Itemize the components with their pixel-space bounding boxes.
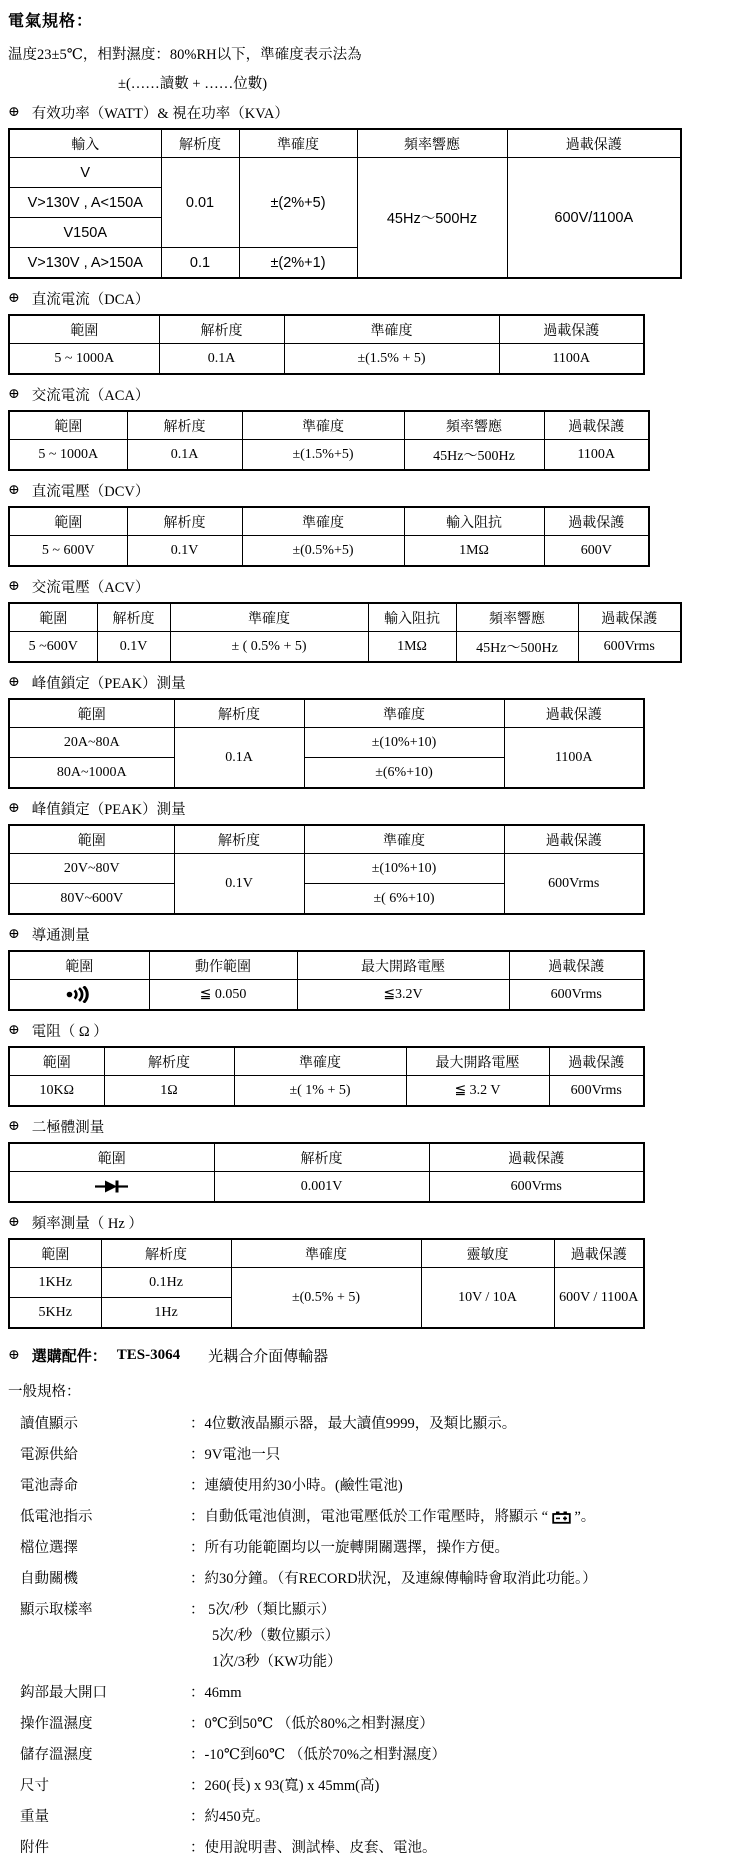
- peak-current-table: [8, 698, 645, 789]
- spec-value: [190, 1446, 750, 1465]
- spec-value: [190, 1601, 750, 1672]
- spec-value: [190, 1415, 750, 1434]
- section-title: 峰值鎖定（PEAK）測量: [31, 802, 186, 818]
- section-title: 二極體測量: [31, 1120, 105, 1136]
- spec-value: [190, 1715, 750, 1734]
- intro-line-1: 温度23±5℃，相對濕度：80%RH以下，準確度表示法為: [8, 47, 362, 63]
- column-header: 過載保護: [504, 699, 644, 728]
- spec-label: 電源供給: [20, 1447, 78, 1463]
- spec-value: [190, 1570, 750, 1589]
- continuity-table-section: [8, 924, 750, 1011]
- table-cell: ±( 6%+10): [304, 884, 504, 915]
- header-row: [9, 1239, 644, 1268]
- continuity-buzzer-icon: [66, 986, 93, 1003]
- spec-value: [190, 1684, 750, 1703]
- table-cell: 600V / 1100A: [554, 1268, 644, 1329]
- table-row: [9, 1172, 644, 1203]
- dca-table-section: [8, 288, 750, 375]
- table-cell: V: [9, 158, 161, 188]
- spec-label: 檔位選擇: [20, 1540, 78, 1556]
- table-cell: 45Hz～500Hz: [357, 158, 507, 279]
- table-cell: 80V~600V: [9, 884, 174, 915]
- section-heading: [8, 384, 750, 405]
- table-cell: 80A~1000A: [9, 758, 174, 789]
- table-cell: 1100A: [504, 728, 644, 789]
- column-header: 範圍: [9, 1143, 214, 1172]
- accessories-model: TES-3064: [116, 1347, 181, 1363]
- section-heading: [8, 1116, 750, 1137]
- peak-voltage-table-section: [8, 798, 750, 915]
- spec-value: [190, 1839, 750, 1858]
- table-cell: 1Ω: [104, 1076, 234, 1107]
- continuity-table: [8, 950, 645, 1011]
- header-row: [9, 315, 644, 344]
- column-header: 解析度: [174, 699, 304, 728]
- column-header: 範圍: [9, 411, 127, 440]
- spec-value-line: ：9V電池一只: [190, 1447, 281, 1463]
- general-specs-list: [8, 1415, 750, 1858]
- section-title: 交流電流（ACA）: [31, 388, 150, 404]
- table-cell: 1MΩ: [368, 632, 456, 663]
- general-spec-row: [8, 1601, 750, 1672]
- column-header: 解析度: [214, 1143, 429, 1172]
- column-header: 過載保護: [429, 1143, 644, 1172]
- section-heading: [8, 1020, 750, 1041]
- spec-value: [190, 1508, 750, 1527]
- section-bullet-icon: ⊕: [8, 387, 20, 402]
- table-row: [9, 1076, 644, 1107]
- spec-value-line: ：4位數液晶顯示器，最大讀值9999，及類比顯示。: [190, 1416, 517, 1432]
- table-cell: ±(1.5%+5): [242, 440, 404, 471]
- section-title: 峰值鎖定（PEAK）測量: [31, 676, 186, 692]
- table-row: [9, 344, 644, 375]
- column-header: 頻率響應: [456, 603, 578, 632]
- section-bullet-icon: ⊕: [8, 291, 20, 306]
- column-header: 過載保護: [504, 825, 644, 854]
- column-header: 過載保護: [554, 1239, 644, 1268]
- column-header: 輸入阻抗: [368, 603, 456, 632]
- table-cell: 10V / 10A: [421, 1268, 554, 1329]
- spec-value: [190, 1808, 750, 1827]
- column-header: 解析度: [174, 825, 304, 854]
- spec-value-line: ：約450克。: [190, 1809, 270, 1825]
- accessories-label: 選購配件：: [31, 1349, 107, 1365]
- table-row: [9, 632, 681, 663]
- column-header: 準確度: [304, 825, 504, 854]
- table-cell: 1KHz: [9, 1268, 101, 1298]
- column-header: 準確度: [242, 507, 404, 536]
- header-row: [9, 951, 644, 980]
- section-title: 有效功率（WATT）& 視在功率（KVA）: [31, 106, 289, 122]
- table-row: [9, 1268, 644, 1298]
- spec-label: 顯示取樣率: [20, 1602, 93, 1618]
- table-row: [9, 854, 644, 884]
- table-cell: ±(0.5% + 5): [231, 1268, 421, 1329]
- table-cell: ±( 1% + 5): [234, 1076, 406, 1107]
- page-title: 電氣規格：: [8, 13, 94, 30]
- column-header: 解析度: [97, 603, 170, 632]
- general-spec-row: [8, 1508, 750, 1527]
- table-cell: ≦ 0.050: [149, 980, 297, 1011]
- column-header: 範圍: [9, 507, 127, 536]
- column-header: 範圍: [9, 603, 97, 632]
- table-cell: ±(1.5% + 5): [284, 344, 499, 375]
- table-cell: 5 ~600V: [9, 632, 97, 663]
- general-spec-row: [8, 1746, 750, 1765]
- table-cell: 600Vrms: [509, 980, 644, 1011]
- table-cell: ±(6%+10): [304, 758, 504, 789]
- column-header: 範圍: [9, 951, 149, 980]
- column-header: 過載保護: [578, 603, 681, 632]
- section-title: 頻率測量（ Hz ）: [31, 1216, 143, 1232]
- table-cell: 45Hz～500Hz: [404, 440, 544, 471]
- table-cell: 0.1V: [127, 536, 242, 567]
- table-cell: 1Hz: [101, 1298, 231, 1329]
- general-spec-row: [8, 1539, 750, 1558]
- table-cell: ±(2%+5): [239, 158, 357, 248]
- column-header: 輸入阻抗: [404, 507, 544, 536]
- section-heading: [8, 924, 750, 945]
- column-header: 解析度: [161, 129, 239, 158]
- low-battery-icon: [552, 1511, 571, 1524]
- table-cell: 5 ~ 1000A: [9, 344, 159, 375]
- column-header: 準確度: [284, 315, 499, 344]
- diode-table-section: [8, 1116, 750, 1203]
- general-spec-row: [8, 1808, 750, 1827]
- column-header: 頻率響應: [404, 411, 544, 440]
- dcv-table-section: [8, 480, 750, 567]
- diode-table: [8, 1142, 645, 1203]
- table-cell: 5 ~ 1000A: [9, 440, 127, 471]
- section-bullet-icon: ⊕: [8, 927, 20, 942]
- spec-value-line: ：260(長) x 93(寬) x 45mm(高): [190, 1778, 380, 1794]
- table-cell: 600Vrms: [504, 854, 644, 915]
- column-header: 輸入: [9, 129, 161, 158]
- column-header: 範圍: [9, 1047, 104, 1076]
- column-header: 準確度: [231, 1239, 421, 1268]
- spec-value-line: ：0℃到50℃ （低於80%之相對濕度）: [190, 1716, 434, 1732]
- table-cell: V>130V , A<150A: [9, 188, 161, 218]
- header-row: [9, 1047, 644, 1076]
- section-heading: [8, 798, 750, 819]
- general-spec-row: [8, 1777, 750, 1796]
- table-cell: 0.001V: [214, 1172, 429, 1203]
- spec-value: [190, 1746, 750, 1765]
- spec-label: 尺寸: [20, 1778, 49, 1794]
- table-row: [9, 440, 649, 471]
- column-header: 過載保護: [549, 1047, 644, 1076]
- spec-value-line: ：所有功能範圍均以一旋轉開關選擇，操作方便。: [190, 1540, 509, 1556]
- spec-value-line: 1次/3秒（KW功能）: [212, 1654, 342, 1670]
- spec-label: 低電池指示: [20, 1509, 93, 1525]
- table-cell: ≦ 3.2 V: [406, 1076, 549, 1107]
- intro-line-2: ±(……讀數 + ……位數): [118, 76, 268, 92]
- table-cell: 0.1A: [159, 344, 284, 375]
- spec-value-line: ：使用說明書、測試棒、皮套、電池。: [190, 1840, 437, 1856]
- general-spec-row: [8, 1684, 750, 1703]
- section-bullet-icon: ⊕: [8, 579, 20, 594]
- column-header: 動作範圍: [149, 951, 297, 980]
- table-cell: 0.1V: [174, 854, 304, 915]
- table-cell: ± ( 0.5% + 5): [170, 632, 368, 663]
- spec-label: 鈎部最大開口: [20, 1685, 107, 1701]
- table-row: [9, 980, 644, 1011]
- spec-label: 重量: [20, 1809, 49, 1825]
- section-bullet-icon: ⊕: [8, 483, 20, 498]
- table-cell: 600Vrms: [578, 632, 681, 663]
- spec-value-line: ：46mm: [190, 1685, 242, 1701]
- spec-sections: [8, 102, 750, 1329]
- acv-table-section: [8, 576, 750, 663]
- table-cell: ±(2%+1): [239, 248, 357, 279]
- column-header: 準確度: [239, 129, 357, 158]
- header-row: [9, 603, 681, 632]
- header-row: [9, 507, 649, 536]
- acv-table: [8, 602, 682, 663]
- section-bullet-icon: ⊕: [8, 675, 20, 690]
- section-title: 交流電壓（ACV）: [31, 580, 150, 596]
- table-cell: 0.01: [161, 158, 239, 248]
- header-row: [9, 825, 644, 854]
- table-row: [9, 728, 644, 758]
- spec-value-line: ：連續使用約30小時。(鹼性電池): [190, 1478, 403, 1494]
- column-header: 準確度: [170, 603, 368, 632]
- header-row: [9, 1143, 644, 1172]
- spec-value: [190, 1539, 750, 1558]
- optional-accessories-line: [8, 1345, 750, 1366]
- spec-value: [190, 1477, 750, 1496]
- column-header: 準確度: [242, 411, 404, 440]
- continuity-cell: [9, 980, 149, 1011]
- frequency-table-section: [8, 1212, 750, 1329]
- table-row: [9, 158, 681, 188]
- general-spec-row: [8, 1570, 750, 1589]
- table-cell: 20V~80V: [9, 854, 174, 884]
- column-header: 過載保護: [544, 411, 649, 440]
- table-cell: 600V: [544, 536, 649, 567]
- table-cell: ±(0.5%+5): [242, 536, 404, 567]
- accessories-description: 光耦合介面傳輸器: [208, 1349, 329, 1365]
- column-header: 解析度: [127, 507, 242, 536]
- section-bullet-icon: ⊕: [8, 1215, 20, 1230]
- watt-kva-table-section: [8, 102, 750, 279]
- spec-value-line: ：約30分鐘。（有RECORD狀況，及連線傳輸時會取消此功能。）: [190, 1571, 597, 1587]
- dca-table: [8, 314, 645, 375]
- watt-kva-table: [8, 128, 682, 279]
- section-title: 直流電壓（DCV）: [31, 484, 150, 500]
- table-cell: ≦3.2V: [297, 980, 509, 1011]
- table-cell: 1100A: [499, 344, 644, 375]
- frequency-table: [8, 1238, 645, 1329]
- column-header: 範圍: [9, 825, 174, 854]
- aca-table: [8, 410, 650, 471]
- column-header: 解析度: [101, 1239, 231, 1268]
- general-spec-row: [8, 1715, 750, 1734]
- table-cell: 600Vrms: [549, 1076, 644, 1107]
- section-heading: [8, 102, 750, 123]
- table-cell: 600Vrms: [429, 1172, 644, 1203]
- column-header: 準確度: [234, 1047, 406, 1076]
- peak-voltage-table: [8, 824, 645, 915]
- spec-value-line: ：自動低電池偵測，電池電壓低於工作電壓時，將顯示 “ ”。: [190, 1509, 596, 1525]
- section-bullet-icon: ⊕: [8, 1348, 20, 1363]
- section-heading: [8, 288, 750, 309]
- header-row: [9, 411, 649, 440]
- header-row: [9, 699, 644, 728]
- table-cell: 0.1A: [174, 728, 304, 789]
- column-header: 範圍: [9, 1239, 101, 1268]
- dcv-table: [8, 506, 650, 567]
- table-row: [9, 536, 649, 567]
- section-title: 直流電流（DCA）: [31, 292, 150, 308]
- table-cell: 5 ~ 600V: [9, 536, 127, 567]
- section-heading: [8, 480, 750, 501]
- column-header: 準確度: [304, 699, 504, 728]
- header-row: [9, 129, 681, 158]
- column-header: 過載保護: [509, 951, 644, 980]
- general-spec-row: [8, 1446, 750, 1465]
- column-header: 最大開路電壓: [406, 1047, 549, 1076]
- table-cell: 0.1A: [127, 440, 242, 471]
- table-cell: V>130V , A>150A: [9, 248, 161, 279]
- resistance-table: [8, 1046, 645, 1107]
- table-cell: 5KHz: [9, 1298, 101, 1329]
- table-cell: 0.1: [161, 248, 239, 279]
- column-header: 靈敏度: [421, 1239, 554, 1268]
- table-cell: 600V/1100A: [507, 158, 681, 279]
- section-bullet-icon: ⊕: [8, 1119, 20, 1134]
- column-header: 過載保護: [544, 507, 649, 536]
- spec-value: [190, 1777, 750, 1796]
- section-heading: [8, 576, 750, 597]
- column-header: 頻率響應: [357, 129, 507, 158]
- general-spec-row: [8, 1839, 750, 1858]
- spec-label: 附件: [20, 1840, 49, 1856]
- general-spec-row: [8, 1415, 750, 1434]
- table-cell: ±(10%+10): [304, 854, 504, 884]
- table-cell: 1100A: [544, 440, 649, 471]
- general-spec-row: [8, 1477, 750, 1496]
- column-header: 過載保護: [507, 129, 681, 158]
- column-header: 解析度: [104, 1047, 234, 1076]
- spec-value-line: ： 5次/秒（類比顯示）: [190, 1602, 336, 1618]
- section-heading: [8, 672, 750, 693]
- spec-label: 自動關機: [20, 1571, 78, 1587]
- section-title: 電阻（ Ω ）: [31, 1024, 108, 1040]
- spec-label: 儲存溫濕度: [20, 1747, 93, 1763]
- diode-cell: [9, 1172, 214, 1203]
- column-header: 過載保護: [499, 315, 644, 344]
- diode-symbol-icon: [94, 1179, 130, 1194]
- table-cell: ±(10%+10): [304, 728, 504, 758]
- table-cell: 0.1Hz: [101, 1268, 231, 1298]
- table-cell: 10KΩ: [9, 1076, 104, 1107]
- column-header: 範圍: [9, 699, 174, 728]
- section-bullet-icon: ⊕: [8, 801, 20, 816]
- section-bullet-icon: ⊕: [8, 1023, 20, 1038]
- spec-value-line: 5次/秒（數位顯示）: [212, 1628, 340, 1644]
- spec-label: 操作溫濕度: [20, 1716, 93, 1732]
- general-specs-title: 一般規格：: [8, 1384, 81, 1400]
- table-cell: 0.1V: [97, 632, 170, 663]
- table-cell: 20A~80A: [9, 728, 174, 758]
- spec-label: 讀值顯示: [20, 1416, 78, 1432]
- column-header: 最大開路電壓: [297, 951, 509, 980]
- section-bullet-icon: ⊕: [8, 105, 20, 120]
- column-header: 解析度: [159, 315, 284, 344]
- table-cell: 1MΩ: [404, 536, 544, 567]
- resistance-table-section: [8, 1020, 750, 1107]
- column-header: 解析度: [127, 411, 242, 440]
- spec-value-line: ：-10℃到60℃ （低於70%之相對濕度）: [190, 1747, 446, 1763]
- aca-table-section: [8, 384, 750, 471]
- section-title: 導通測量: [31, 928, 90, 944]
- table-cell: V150A: [9, 218, 161, 248]
- column-header: 範圍: [9, 315, 159, 344]
- section-heading: [8, 1212, 750, 1233]
- spec-label: 電池壽命: [20, 1478, 78, 1494]
- peak-current-table-section: [8, 672, 750, 789]
- table-cell: 45Hz～500Hz: [456, 632, 578, 663]
